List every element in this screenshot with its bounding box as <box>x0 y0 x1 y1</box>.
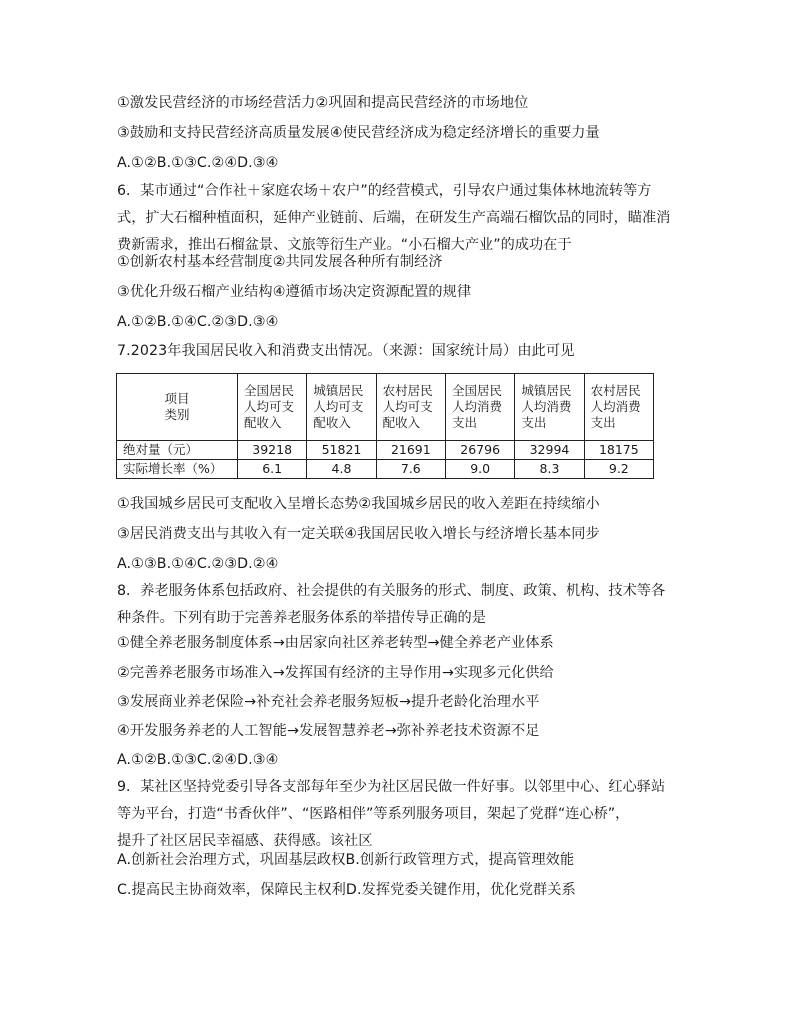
column-header-text: 人均可支 <box>382 399 433 414</box>
q8-stem <box>117 578 677 632</box>
table-cell: 26796 <box>445 441 514 460</box>
q8-option-3: ③发展商业养老保险→补充社会养老服务短板→提升老龄化治理水平 <box>117 694 540 710</box>
q7-choices: A.①③B.①④C.②③D.②④ <box>117 556 279 572</box>
column-header-text: 配收入 <box>244 415 282 430</box>
table-row <box>117 460 654 479</box>
q8-option-2: ②完善养老服务市场准入→发挥国有经济的主导作用→实现多元化供给 <box>117 665 554 681</box>
column-header-text: 配收入 <box>382 415 421 430</box>
column-header-text: 支出 <box>451 415 477 430</box>
table-header-row <box>117 374 654 441</box>
column-header <box>584 374 653 441</box>
row-label: 实际增长率（%） <box>117 460 238 479</box>
q6-stem-line-2: 式，扩大石榴种植面积，延伸产业链前、后端，在研发生产高端石榴饮品的同时，瞄准消 <box>117 210 671 226</box>
table-cell: 8.3 <box>515 460 584 479</box>
q9-stem <box>117 774 677 855</box>
column-header-text: 全国居民 <box>451 383 502 398</box>
q5-options-line-2: ③鼓励和支持民营经济高质量发展④使民营经济成为稳定经济增长的重要力量 <box>117 125 600 141</box>
q8-stem-line-2: 种条件。下列有助于完善养老服务体系的举措传导正确的是 <box>117 610 486 626</box>
column-header-text: 人均可支 <box>244 399 295 414</box>
q9-choices-line-1: A.创新社会治理方式，巩固基层政权B.创新行政管理方式，提高管理效能 <box>117 852 575 868</box>
q6-stem <box>117 178 677 259</box>
table-cell: 6.1 <box>238 460 307 479</box>
table-cell: 4.8 <box>307 460 376 479</box>
q5-options-line-1: ①激发民营经济的市场经营活力②巩固和提高民营经济的市场地位 <box>117 95 529 111</box>
corner-label-category: 类别 <box>164 407 190 422</box>
column-header-text: 全国居民 <box>244 383 295 398</box>
table-cell: 9.0 <box>445 460 514 479</box>
q6-stem-line-1: 6．某市通过“合作社＋家庭农场＋农户”的经营模式，引导农户通过集体林地流转等方 <box>117 183 652 199</box>
q8-stem-line-1: 8．养老服务体系包括政府、社会提供的有关服务的形式、制度、政策、机构、技术等各 <box>117 583 666 599</box>
q6-options-line-2: ③优化升级石榴产业结构④遵循市场决定资源配置的规律 <box>117 284 472 300</box>
column-header <box>307 374 376 441</box>
column-header-text: 人均消费 <box>451 399 502 414</box>
column-header-text: 支出 <box>590 415 616 430</box>
column-header-text: 城镇居民 <box>521 383 572 398</box>
q5-choices: A.①②B.①③C.②④D.③④ <box>117 155 279 171</box>
q9-stem-line-2: 等为平台，打造“书香伙伴”、“医路相伴”等系列服务项目，架起了党群“连心桥”， <box>117 806 630 822</box>
q6-choices: A.①②B.①④C.②③D.③④ <box>117 314 279 330</box>
column-header-text: 城镇居民 <box>313 383 364 398</box>
table-cell: 7.6 <box>376 460 445 479</box>
q8-choices: A.①②B.①③C.②④D.③④ <box>117 752 279 768</box>
column-header-text: 配收入 <box>313 415 351 430</box>
q7-options-line-2: ③居民消费支出与其收入有一定关联④我国居民收入增长与经济增长基本同步 <box>117 526 600 542</box>
q9-stem-line-1: 9．某社区坚持党委引导各支部每年至少为社区居民做一件好事。以邻里中心、红心驿站 <box>117 779 666 795</box>
q9-stem-line-3: 提升了社区居民幸福感、获得感。该社区 <box>117 833 373 849</box>
column-header <box>515 374 584 441</box>
table-cell: 9.2 <box>584 460 653 479</box>
column-header-text: 人均消费 <box>521 399 572 414</box>
q8-option-1: ①健全养老服务制度体系→由居家向社区养老转型→健全养老产业体系 <box>117 635 554 651</box>
q7-stem: 7.2023年我国居民收入和消费支出情况。（来源：国家统计局）由此可见 <box>117 343 575 359</box>
table-cell: 18175 <box>584 441 653 460</box>
income-consumption-table <box>116 373 654 479</box>
column-header-text: 支出 <box>521 415 547 430</box>
column-header-text: 农村居民 <box>382 383 433 398</box>
column-header-text: 农村居民 <box>590 383 641 398</box>
q7-options-line-1: ①我国城乡居民可支配收入呈增长态势②我国城乡居民的收入差距在持续缩小 <box>117 496 600 512</box>
column-header-text: 人均消费 <box>590 399 641 414</box>
table-cell: 51821 <box>307 441 376 460</box>
table-corner-header <box>117 374 238 441</box>
table-cell: 21691 <box>376 441 445 460</box>
table-row <box>117 441 654 460</box>
column-header <box>238 374 307 441</box>
table-cell: 32994 <box>515 441 584 460</box>
q6-options-line-1: ①创新农村基本经营制度②共同发展各种所有制经济 <box>117 254 443 270</box>
q8-option-4: ④开发服务养老的人工智能→发展智慧养老→弥补养老技术资源不足 <box>117 723 540 739</box>
column-header-text: 人均可支 <box>313 399 364 414</box>
column-header <box>445 374 514 441</box>
q6-stem-line-3: 费新需求，推出石榴盆景、文旅等衍生产业。“小石榴大产业”的成功在于 <box>117 237 572 253</box>
row-label: 绝对量（元） <box>117 441 238 460</box>
q9-choices-line-2: C.提高民主协商效率，保障民主权利D.发挥党委关键作用，优化党群关系 <box>117 882 576 898</box>
corner-label-item: 项目 <box>164 391 190 406</box>
table-cell: 39218 <box>238 441 307 460</box>
column-header <box>376 374 445 441</box>
